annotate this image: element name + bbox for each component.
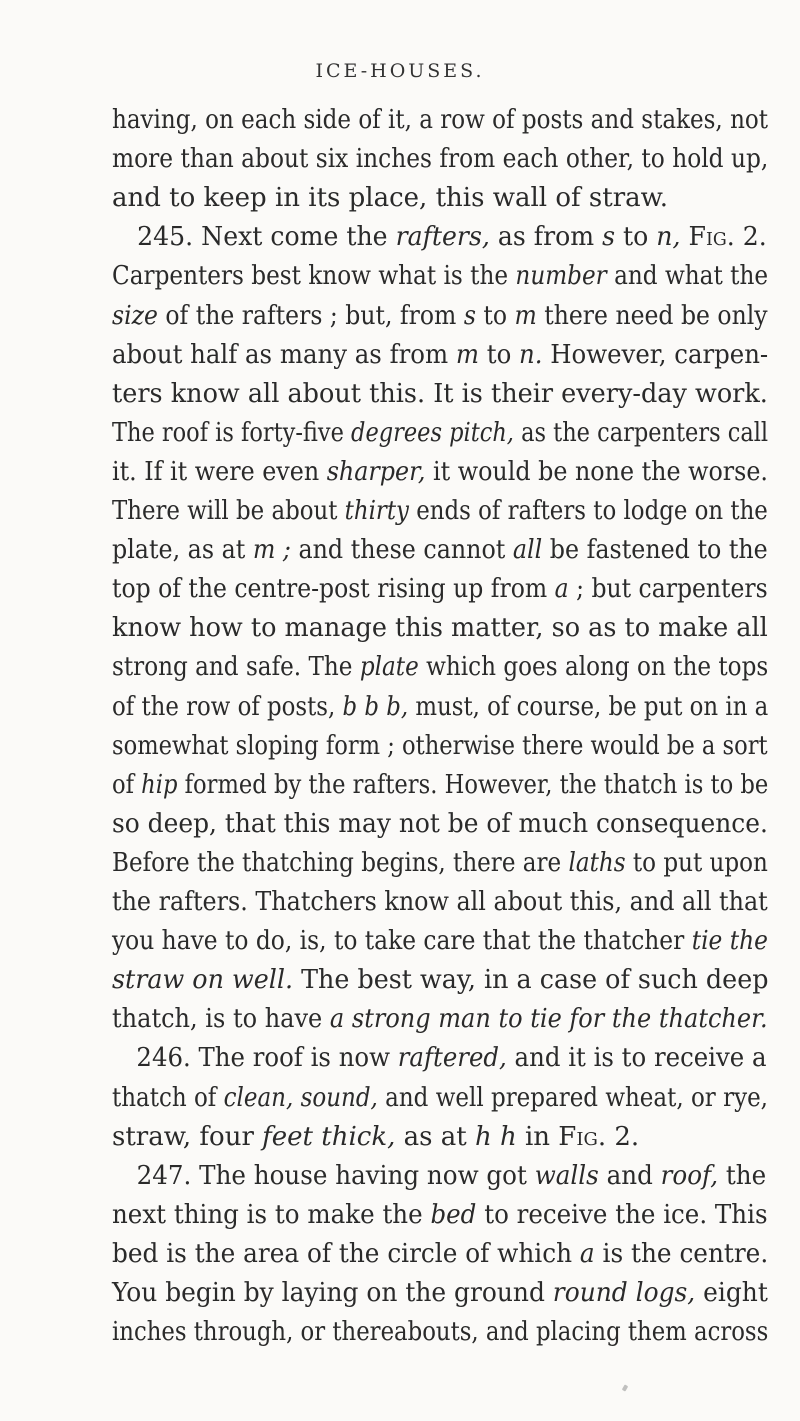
italic-text: a <box>579 1238 595 1269</box>
italic-text: all <box>512 535 543 566</box>
text-run: to <box>479 339 520 370</box>
text-run: top of the centre-post rising up from <box>112 574 555 605</box>
text-run: There will be about <box>112 496 345 526</box>
text-run: about half as many as from <box>112 339 456 370</box>
text-run: 247. The house having now got <box>136 1160 535 1191</box>
italic-text: clean, sound, <box>223 1082 378 1113</box>
text-run: thatch, is to have <box>112 1004 330 1035</box>
running-head: ICE-HOUSES. <box>315 60 485 82</box>
italic-text: b b b, <box>342 691 409 722</box>
text-line <box>112 1195 768 1235</box>
text-run: inches through, or thereabouts, and placing them across <box>112 1317 769 1348</box>
text-run: must, of course, be put on in a <box>408 691 769 722</box>
text-run: plate, as at <box>112 535 253 566</box>
italic-text: h h <box>474 1121 517 1152</box>
text-line <box>112 1078 768 1118</box>
text-line <box>112 1234 768 1274</box>
text-line <box>112 1273 768 1313</box>
text-line <box>112 491 768 531</box>
text-line <box>112 296 768 336</box>
text-line <box>112 882 768 922</box>
text-run: and it is to receive a <box>506 1043 767 1074</box>
text-run: Before the thatching begins, there are <box>112 847 569 878</box>
text-run: ters know all about this. It is their every-day work. <box>112 378 768 409</box>
text-run: in <box>516 1121 559 1152</box>
text-line <box>112 687 768 727</box>
text-line <box>112 256 768 296</box>
italic-text: tie the <box>691 926 768 957</box>
text-run: as from <box>489 222 603 253</box>
italic-text: rafters, <box>395 222 490 253</box>
italic-text: size <box>112 300 158 331</box>
text-line <box>112 765 768 805</box>
text-run: be fastened to the <box>542 535 768 566</box>
text-run: ; but carpenters <box>568 574 768 605</box>
italic-text: number <box>515 261 607 292</box>
text-run: ends of rafters to lodge on the <box>408 496 768 526</box>
italic-text: raftered, <box>397 1043 507 1074</box>
text-line <box>112 139 768 179</box>
text-line <box>112 100 768 140</box>
text-run: so deep, that this may not be of much consequence. <box>112 808 768 839</box>
text-run: is the centre. <box>594 1238 769 1269</box>
text-run: more than about six inches from each other, to hold up, <box>112 144 769 175</box>
text-run: and well prepared wheat, or rye, <box>377 1082 768 1113</box>
text-run: there need be only <box>536 300 768 331</box>
italic-text: degrees pitch, <box>351 417 514 448</box>
text-run: and to keep in its place, this wall of straw. <box>112 183 669 214</box>
text-line <box>112 217 767 257</box>
text-line <box>112 999 768 1039</box>
text-run: and <box>598 1160 661 1191</box>
text-line <box>112 1038 767 1078</box>
text-run: The best way, in a case of such deep <box>293 965 769 996</box>
text-run: thatch of <box>112 1082 224 1113</box>
text-run: having, on each side of it, a row of posts and stakes, not <box>112 105 769 135</box>
text-run: which goes along on the tops <box>418 652 769 683</box>
text-run: Fig. 2. <box>688 222 767 253</box>
italic-text: m ; <box>252 535 291 566</box>
text-run: straw, four <box>112 1121 263 1152</box>
text-line <box>112 608 768 648</box>
text-run: The roof is forty-five <box>112 417 352 448</box>
italic-text: hip <box>141 769 178 800</box>
text-run: know how to manage this matter, so as to make all <box>112 613 768 644</box>
italic-text: straw on well. <box>112 965 294 996</box>
text-line <box>112 804 768 844</box>
text-run: next thing is to make the <box>112 1199 431 1230</box>
text-run: it. If it were even <box>112 456 327 487</box>
text-line <box>112 569 768 609</box>
italic-text: plate <box>359 652 419 683</box>
text-run: and what the <box>606 261 769 292</box>
text-run: of the row of posts, <box>112 691 343 722</box>
ink-speck <box>622 1384 628 1391</box>
text-run: and these cannot <box>290 535 513 566</box>
text-run: strong and safe. The <box>112 652 360 683</box>
text-line <box>112 1156 766 1196</box>
text-run: formed by the rafters. However, the thatch is to be <box>177 769 769 800</box>
text-run: to <box>475 300 515 331</box>
text-line <box>112 726 768 766</box>
text-run: the <box>718 1160 767 1191</box>
italic-text: a strong man to tie for the thatcher. <box>329 1004 768 1035</box>
text-line <box>112 374 768 414</box>
italic-text: roof, <box>660 1160 719 1191</box>
text-line <box>112 530 768 570</box>
text-run: of the rafters ; but, from <box>157 300 464 331</box>
italic-text: s <box>463 300 476 331</box>
text-line <box>112 335 768 375</box>
italic-text: feet thick, <box>262 1121 396 1152</box>
text-run: However, carpen- <box>542 339 769 370</box>
text-line <box>112 1117 639 1157</box>
text-run: to receive the ice. This <box>476 1199 768 1230</box>
text-run: Carpenters best know what is the <box>112 261 516 292</box>
text-line <box>112 413 768 453</box>
italic-text: n. <box>519 339 543 370</box>
italic-text: walls <box>534 1160 599 1191</box>
text-line <box>112 960 768 1000</box>
text-line <box>112 921 768 961</box>
text-run: to put upon <box>625 847 768 878</box>
italic-text: m <box>455 339 480 370</box>
text-run: 246. The roof is now <box>136 1043 398 1074</box>
italic-text: bed <box>430 1199 477 1230</box>
italic-text: round logs, <box>552 1278 696 1308</box>
text-run: eight <box>695 1278 768 1308</box>
text-run: as at <box>395 1121 475 1152</box>
italic-text: m <box>514 300 537 331</box>
italic-text: laths <box>568 847 626 878</box>
text-line <box>112 843 768 883</box>
text-line <box>112 1312 768 1352</box>
text-run: as the carpenters call <box>513 417 769 448</box>
text-run: 245. Next come the <box>137 222 396 253</box>
text-run: the rafters. Thatchers know all about this, and all that <box>112 887 768 917</box>
text-run: of <box>112 769 142 800</box>
text-run: You begin by laying on the ground <box>112 1278 553 1308</box>
text-run: to <box>615 222 657 253</box>
text-run: it would be none the worse. <box>425 456 768 487</box>
text-run: somewhat sloping form ; otherwise there would be a sort <box>112 730 768 761</box>
text-run: bed is the area of the circle of which <box>112 1238 580 1269</box>
text-line <box>112 178 668 218</box>
italic-text: s <box>602 222 616 253</box>
text-line <box>112 647 768 687</box>
text-run: you have to do, is, to take care that the thatcher <box>112 926 692 957</box>
text-run: Fig. 2. <box>558 1121 640 1152</box>
italic-text: n, <box>656 222 681 253</box>
text-line <box>112 452 768 492</box>
italic-text: thirty <box>344 496 409 526</box>
italic-text: a <box>554 574 569 605</box>
italic-text: sharper, <box>326 456 426 487</box>
text-run <box>681 222 689 252</box>
